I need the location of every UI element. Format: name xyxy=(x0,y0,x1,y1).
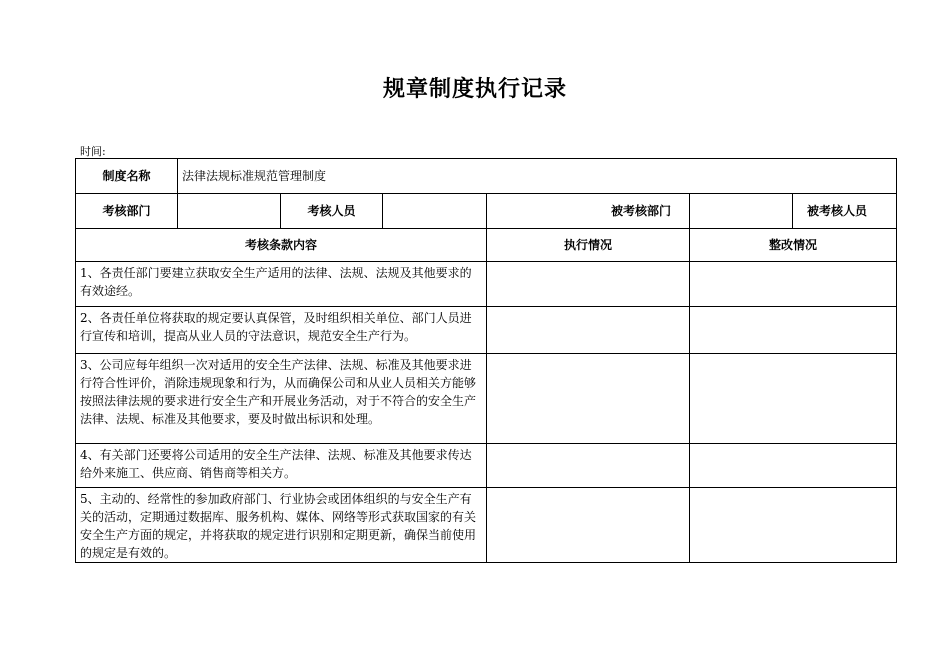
assessed-person-label xyxy=(793,194,897,229)
system-name-label: 制度名称 xyxy=(76,159,178,194)
col-header-rectification: 整改情况 xyxy=(690,229,897,262)
rectification-cell[interactable] xyxy=(690,307,897,354)
clause-text: 5、主动的、经常性的参加政府部门、行业协会或团体组织的与安全生产有关的活动，定期通过数据库、服务机构、媒体、网络等形式获取国家的有关安全生产方面的规定，并将获取的规定进行识别和定期更新，确保当前使用的规定是有效的。 xyxy=(76,488,487,563)
assessed-person-label-text: 被考核人员 xyxy=(807,204,868,218)
assessment-dept-field[interactable] xyxy=(178,194,281,229)
system-name-value[interactable]: 法律法规标准规范管理制度 xyxy=(178,159,897,194)
clause-row xyxy=(76,444,897,488)
execution-cell[interactable] xyxy=(487,488,690,563)
col-header-content: 考核条款内容 xyxy=(76,229,487,262)
assessor-label: 考核人员 xyxy=(281,194,383,229)
execution-cell[interactable] xyxy=(487,444,690,488)
rectification-cell[interactable] xyxy=(690,354,897,444)
clause-text: 3、公司应每年组织一次对适用的安全生产法律、法规、标准及其他要求进行符合性评价，消除违规现象和行为，从而确保公司和从业人员相关方能够按照法律法规的要求进行安全生产和开展业务活动，对于不符合的安全生产法律、法规、标准及其他要求，要及时做出标识和处理。 xyxy=(76,354,487,444)
rectification-cell[interactable] xyxy=(690,488,897,563)
assessed-dept-label: 被考核部门 xyxy=(487,194,690,229)
document-title: 规章制度执行记录 xyxy=(382,77,567,102)
col-header-execution: 执行情况 xyxy=(487,229,690,262)
clause-row xyxy=(76,262,897,307)
assessor-field[interactable] xyxy=(383,194,487,229)
clause-text: 1、各责任部门要建立获取安全生产适用的法律、法规、法规及其他要求的有效途经。 xyxy=(76,262,487,307)
time-label: 时间: xyxy=(80,145,106,158)
system-name-row xyxy=(76,159,897,194)
execution-cell[interactable] xyxy=(487,307,690,354)
clause-row xyxy=(76,354,897,444)
execution-cell[interactable] xyxy=(487,262,690,307)
clause-row xyxy=(76,307,897,354)
execution-cell[interactable] xyxy=(487,354,690,444)
clause-text: 4、有关部门还要将公司适用的安全生产法律、法规、标准及其他要求传达给外来施工、供应商、销售商等相关方。 xyxy=(76,444,487,488)
assessment-info-row xyxy=(76,194,897,229)
assessment-dept-label: 考核部门 xyxy=(76,194,178,229)
clause-text: 2、各责任单位将获取的规定要认真保管，及时组织相关单位、部门人员进行宣传和培训，提高从业人员的守法意识，规范安全生产行为。 xyxy=(76,307,487,354)
execution-record-table xyxy=(75,158,897,563)
rectification-cell[interactable] xyxy=(690,444,897,488)
clause-row xyxy=(76,488,897,563)
rectification-cell[interactable] xyxy=(690,262,897,307)
column-header-row xyxy=(76,229,897,262)
assessed-dept-field[interactable] xyxy=(690,194,793,229)
